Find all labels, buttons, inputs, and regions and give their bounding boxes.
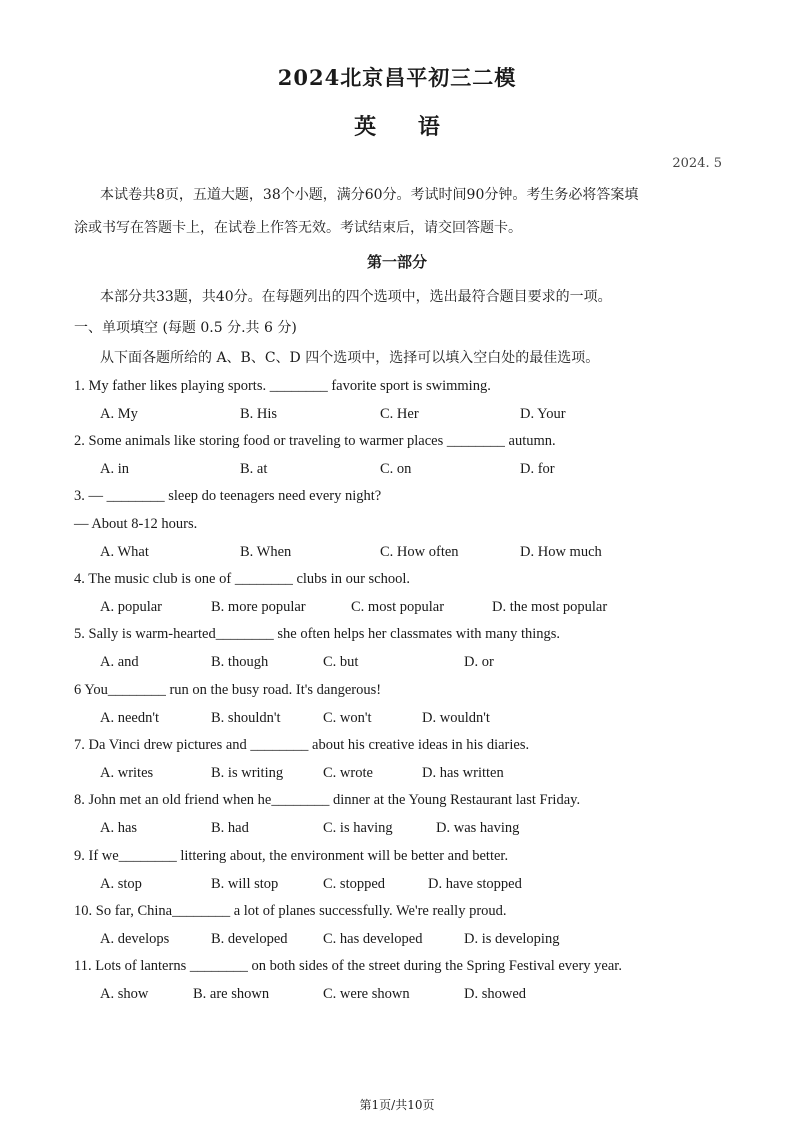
question-8-option-c: C. is having — [323, 820, 393, 836]
question-10-stem: 10. So far, China________ a lot of planes successfully. We're really proud. — [74, 903, 507, 919]
question-3-answer-line: — About 8-12 hours. — [74, 516, 198, 532]
part-title: 第一部分 — [366, 253, 427, 271]
question-11-stem: 11. Lots of lanterns ________ on both sides of the street during the Spring Festival every year. — [74, 958, 622, 974]
instructions-line-2: 涂或书写在答题卡上，在试卷上作答无效。考试结束后，请交回答题卡。 — [74, 220, 522, 236]
question-5-option-d: D. or — [464, 654, 494, 670]
question-3-option-c: C. How often — [380, 544, 459, 560]
question-6-option-b: B. shouldn't — [211, 710, 281, 726]
question-10-option-a: A. develops — [100, 931, 170, 947]
part-intro: 本部分共33题，共40分。在每题列出的四个选项中，选出最符合题目要求的一项。 — [100, 289, 612, 305]
question-2-option-d: D. for — [520, 461, 555, 477]
question-5-option-a: A. and — [100, 654, 139, 670]
question-4-option-d: D. the most popular — [492, 599, 608, 615]
question-4-option-b: B. more popular — [211, 599, 306, 615]
question-6-option-c: C. won't — [323, 710, 372, 726]
question-1-option-a: A. My — [100, 406, 138, 422]
question-1-option-c: C. Her — [380, 406, 419, 422]
question-2-option-a: A. in — [100, 461, 129, 477]
question-1-option-d: D. Your — [520, 406, 566, 422]
question-3-option-d: D. How much — [520, 544, 602, 560]
question-11-option-a: A. show — [100, 986, 149, 1002]
question-9-stem: 9. If we________ littering about, the environment will be better and better. — [74, 848, 509, 864]
document-title: 2024北京昌平初三二模 — [277, 65, 517, 90]
subject-heading: 英 语 — [354, 114, 440, 140]
question-7-option-a: A. writes — [100, 765, 154, 781]
question-7-option-c: C. wrote — [323, 765, 373, 781]
question-9-option-a: A. stop — [100, 876, 142, 892]
question-5-stem: 5. Sally is warm-hearted________ she often helps her classmates with many things. — [74, 626, 561, 642]
question-9-option-c: C. stopped — [323, 876, 386, 892]
question-11-option-b: B. are shown — [193, 986, 270, 1002]
question-2-option-c: C. on — [380, 461, 412, 477]
question-10-option-c: C. has developed — [323, 931, 423, 947]
question-4-stem: 4. The music club is one of ________ clubs in our school. — [74, 571, 411, 587]
question-8-option-d: D. was having — [436, 820, 520, 836]
question-9-option-d: D. have stopped — [428, 876, 522, 892]
question-2-option-b: B. at — [240, 461, 268, 477]
question-7-option-b: B. is writing — [211, 765, 284, 781]
question-8-option-a: A. has — [100, 820, 138, 836]
question-8-option-b: B. had — [211, 820, 249, 836]
question-1-option-b: B. His — [240, 406, 278, 422]
question-6-stem: 6 You________ run on the busy road. It's dangerous! — [74, 682, 382, 698]
question-1-stem: 1. My father likes playing sports. ________ favorite sport is swimming. — [74, 378, 491, 394]
question-11-option-c: C. were shown — [323, 986, 410, 1002]
question-10-option-b: B. developed — [211, 931, 288, 947]
question-5-option-b: B. though — [211, 654, 269, 670]
instructions-line-1: 本试卷共8页，五道大题，38个小题，满分60分。考试时间90分钟。考生务必将答案填 — [100, 187, 639, 203]
section-intro: 从下面各题所给的 A、B、C、D 四个选项中，选择可以填入空白处的最佳选项。 — [100, 350, 600, 366]
question-3-option-a: A. What — [100, 544, 149, 560]
question-9-option-b: B. will stop — [211, 876, 279, 892]
question-4-option-a: A. popular — [100, 599, 163, 615]
question-2-stem: 2. Some animals like storing food or traveling to warmer places ________ autumn. — [74, 433, 556, 449]
question-8-stem: 8. John met an old friend when he________ dinner at the Young Restaurant last Friday. — [74, 792, 581, 808]
question-3-option-b: B. When — [240, 544, 292, 560]
question-11-option-d: D. showed — [464, 986, 527, 1002]
question-7-stem: 7. Da Vinci drew pictures and ________ about his creative ideas in his diaries. — [74, 737, 530, 753]
question-7-option-d: D. has written — [422, 765, 504, 781]
question-6-option-d: D. wouldn't — [422, 710, 490, 726]
exam-date: 2024. 5 — [672, 156, 722, 171]
question-5-option-c: C. but — [323, 654, 359, 670]
question-6-option-a: A. needn't — [100, 710, 159, 726]
question-10-option-d: D. is developing — [464, 931, 560, 947]
page-footer: 第1页/共10页 — [359, 1098, 435, 1112]
question-4-option-c: C. most popular — [351, 599, 445, 615]
question-3-stem: 3. — ________ sleep do teenagers need every night? — [74, 488, 382, 504]
section-title: 一、单项填空 (每题 0.5 分.共 6 分) — [74, 320, 297, 336]
